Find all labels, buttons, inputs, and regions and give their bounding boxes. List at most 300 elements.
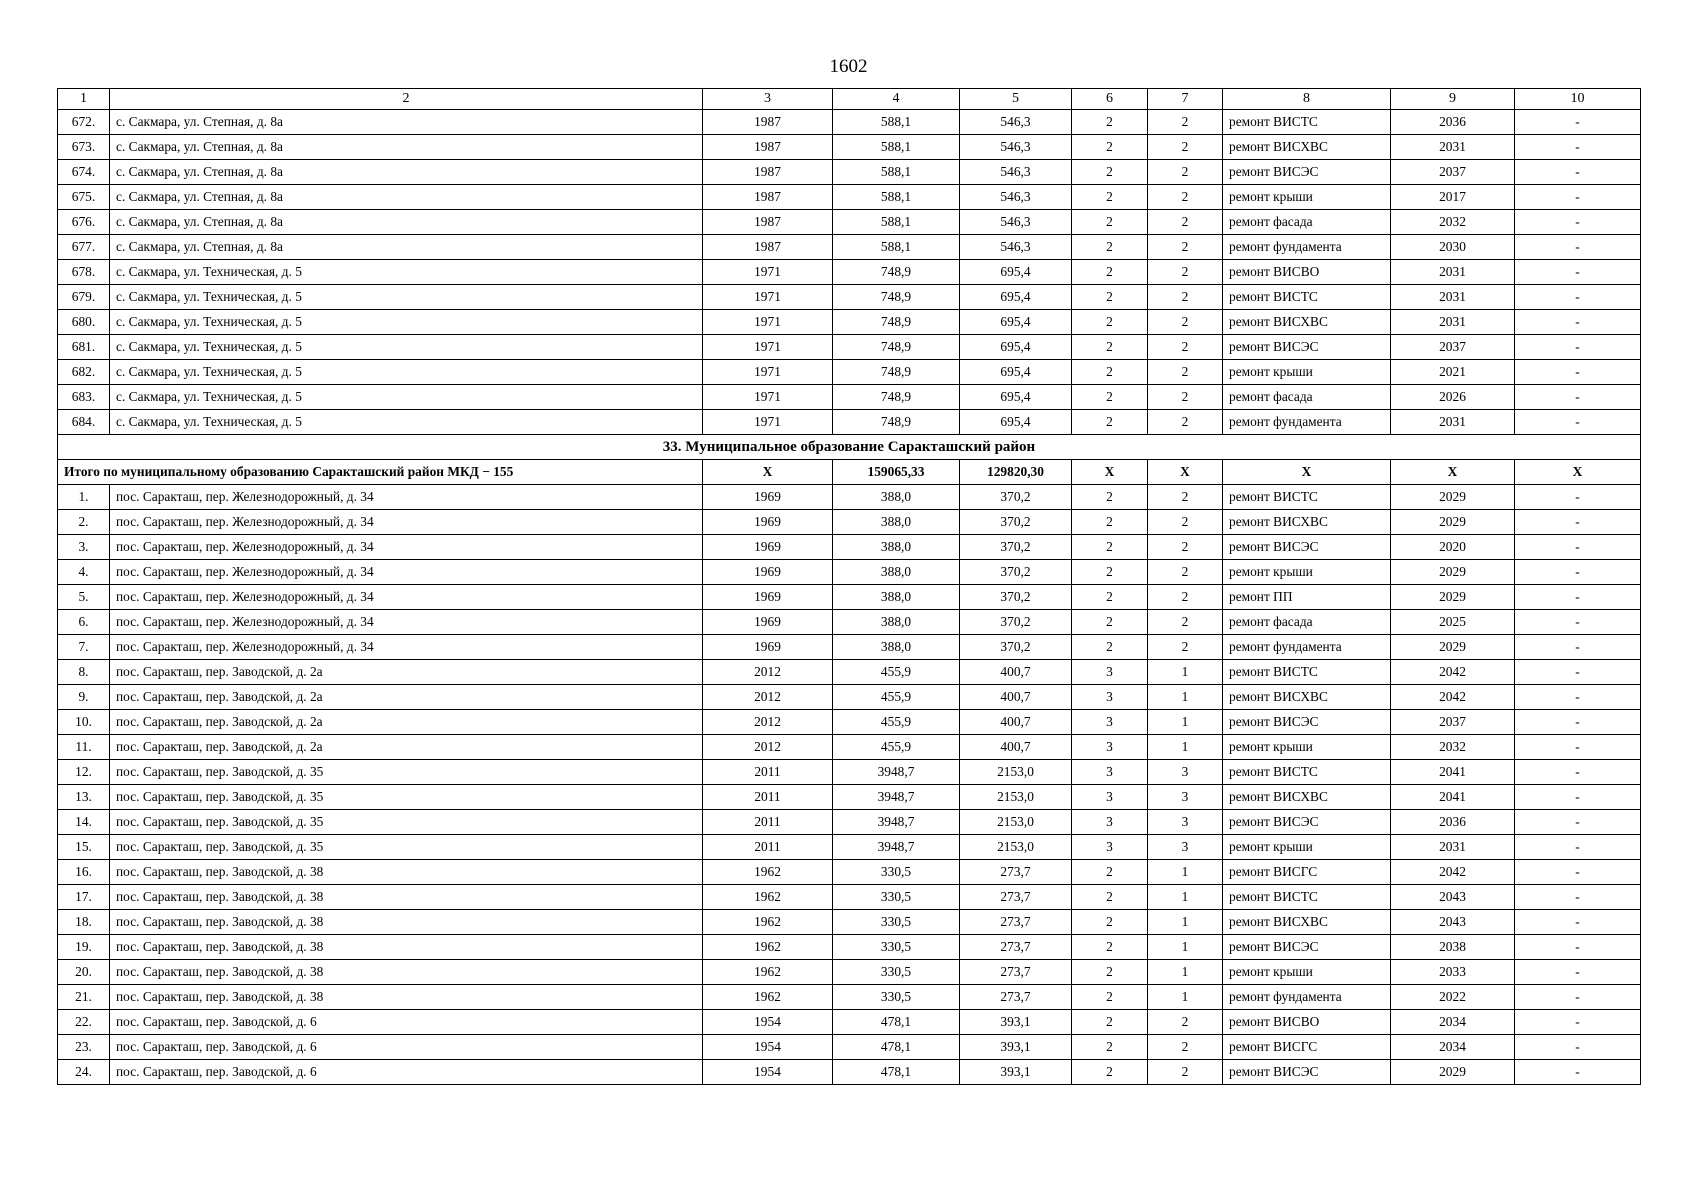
address-cell: с. Сакмара, ул. Техническая, д. 5: [110, 385, 703, 410]
living-area-cell: 273,7: [960, 935, 1072, 960]
living-area-cell: 273,7: [960, 910, 1072, 935]
column-10-cell: -: [1515, 1010, 1641, 1035]
column-10-cell: -: [1515, 285, 1641, 310]
total-area-cell: 588,1: [833, 160, 960, 185]
living-area-cell: 695,4: [960, 310, 1072, 335]
table-row: [58, 1060, 1641, 1085]
living-area-cell: 273,7: [960, 960, 1072, 985]
column-10-cell: -: [1515, 160, 1641, 185]
planned-year-cell: 2037: [1391, 335, 1515, 360]
living-area-cell: 400,7: [960, 710, 1072, 735]
living-area-cell: 393,1: [960, 1010, 1072, 1035]
address-cell: пос. Саракташ, пер. Заводской, д. 38: [110, 935, 703, 960]
table-row: [58, 510, 1641, 535]
row-number: 674.: [58, 160, 110, 185]
planned-year-cell: 2029: [1391, 485, 1515, 510]
total-area-cell: 588,1: [833, 235, 960, 260]
planned-year-cell: 2034: [1391, 1035, 1515, 1060]
planned-year-cell: 2031: [1391, 135, 1515, 160]
table-row: [58, 760, 1641, 785]
year-built-cell: 2011: [703, 810, 833, 835]
planned-year-cell: 2031: [1391, 285, 1515, 310]
page-number: 1602: [829, 56, 868, 77]
total-area-cell: 3948,7: [833, 760, 960, 785]
column-10-cell: -: [1515, 985, 1641, 1010]
living-area-cell: 695,4: [960, 385, 1072, 410]
row-number: 678.: [58, 260, 110, 285]
living-area-cell: 400,7: [960, 735, 1072, 760]
table-row: [58, 360, 1641, 385]
column-6-cell: 2: [1072, 135, 1148, 160]
column-10-cell: -: [1515, 635, 1641, 660]
column-number: 1: [58, 89, 110, 110]
address-cell: пос. Саракташ, пер. Заводской, д. 6: [110, 1035, 703, 1060]
table-row: [58, 285, 1641, 310]
column-10-cell: -: [1515, 335, 1641, 360]
work-type-cell: ремонт фасада: [1223, 385, 1391, 410]
planned-year-cell: 2041: [1391, 785, 1515, 810]
column-6-cell: 2: [1072, 560, 1148, 585]
row-number: 682.: [58, 360, 110, 385]
planned-year-cell: 2033: [1391, 960, 1515, 985]
table-row: [58, 935, 1641, 960]
column-7-cell: 1: [1148, 985, 1223, 1010]
column-number: 10: [1515, 89, 1641, 110]
section-title: 33. Муниципальное образование Саракташский район: [58, 435, 1641, 460]
address-cell: пос. Саракташ, пер. Железнодорожный, д. 34: [110, 510, 703, 535]
table-row: [58, 885, 1641, 910]
address-cell: пос. Саракташ, пер. Заводской, д. 35: [110, 760, 703, 785]
year-built-cell: 1962: [703, 860, 833, 885]
table-row: [58, 110, 1641, 135]
planned-year-cell: 2025: [1391, 610, 1515, 635]
address-cell: пос. Саракташ, пер. Заводской, д. 38: [110, 960, 703, 985]
year-built-cell: 1971: [703, 360, 833, 385]
column-7-cell: 2: [1148, 210, 1223, 235]
column-10-cell: -: [1515, 235, 1641, 260]
address-cell: пос. Саракташ, пер. Заводской, д. 35: [110, 835, 703, 860]
column-7-cell: 2: [1148, 560, 1223, 585]
total-area-cell: 748,9: [833, 360, 960, 385]
column-6-cell: 2: [1072, 260, 1148, 285]
total-area-cell: 455,9: [833, 735, 960, 760]
year-built-cell: 1954: [703, 1060, 833, 1085]
planned-year-cell: 2037: [1391, 710, 1515, 735]
column-7-cell: 1: [1148, 660, 1223, 685]
planned-year-cell: 2031: [1391, 310, 1515, 335]
work-type-cell: ремонт ВИСЭС: [1223, 160, 1391, 185]
row-number: 13.: [58, 785, 110, 810]
work-type-cell: ремонт крыши: [1223, 185, 1391, 210]
planned-year-cell: 2022: [1391, 985, 1515, 1010]
table-row: [58, 735, 1641, 760]
column-7-cell: 3: [1148, 835, 1223, 860]
year-built-cell: 2012: [703, 660, 833, 685]
column-7-cell: 2: [1148, 485, 1223, 510]
work-type-cell: ремонт крыши: [1223, 360, 1391, 385]
column-10-cell: -: [1515, 210, 1641, 235]
column-7-cell: 2: [1148, 135, 1223, 160]
column-6-cell: 2: [1072, 160, 1148, 185]
living-area-cell: 546,3: [960, 235, 1072, 260]
column-6-cell: 2: [1072, 885, 1148, 910]
living-area-cell: 370,2: [960, 510, 1072, 535]
column-6-cell: 2: [1072, 610, 1148, 635]
column-7-cell: 1: [1148, 910, 1223, 935]
column-10-cell: -: [1515, 685, 1641, 710]
address-cell: пос. Саракташ, пер. Заводской, д. 2а: [110, 685, 703, 710]
column-7-cell: 2: [1148, 185, 1223, 210]
total-area-cell: 748,9: [833, 385, 960, 410]
year-built-cell: 1987: [703, 135, 833, 160]
column-10-cell: -: [1515, 385, 1641, 410]
living-area-cell: 546,3: [960, 135, 1072, 160]
total-area-cell: 3948,7: [833, 835, 960, 860]
living-area-cell: 273,7: [960, 885, 1072, 910]
column-6-cell: 2: [1072, 1060, 1148, 1085]
section-heading-row: [58, 435, 1641, 460]
column-10-cell: -: [1515, 135, 1641, 160]
total-area-cell: 748,9: [833, 285, 960, 310]
address-cell: с. Сакмара, ул. Техническая, д. 5: [110, 335, 703, 360]
row-number: 12.: [58, 760, 110, 785]
column-7-cell: 1: [1148, 935, 1223, 960]
column-7-cell: 1: [1148, 860, 1223, 885]
total-area-cell: 388,0: [833, 610, 960, 635]
column-10-cell: -: [1515, 110, 1641, 135]
column-7-cell: 2: [1148, 1060, 1223, 1085]
work-type-cell: ремонт фасада: [1223, 610, 1391, 635]
repair-schedule-table: [57, 88, 1641, 1085]
column-7-cell: 1: [1148, 685, 1223, 710]
planned-year-cell: 2034: [1391, 1010, 1515, 1035]
column-6-cell: 2: [1072, 910, 1148, 935]
work-type-cell: ремонт ВИСХВС: [1223, 910, 1391, 935]
total-column-9: X: [1391, 460, 1515, 485]
total-label: Итого по муниципальному образованию Саракташский район МКД − 155: [58, 460, 703, 485]
planned-year-cell: 2031: [1391, 410, 1515, 435]
total-area-cell: 748,9: [833, 260, 960, 285]
table-row: [58, 660, 1641, 685]
table-row: [58, 410, 1641, 435]
total-living-area-sum: 129820,30: [960, 460, 1072, 485]
column-6-cell: 2: [1072, 335, 1148, 360]
table-row: [58, 910, 1641, 935]
year-built-cell: 2012: [703, 685, 833, 710]
column-number: 9: [1391, 89, 1515, 110]
row-number: 683.: [58, 385, 110, 410]
year-built-cell: 1962: [703, 960, 833, 985]
column-6-cell: 3: [1072, 735, 1148, 760]
total-area-cell: 388,0: [833, 560, 960, 585]
address-cell: с. Сакмара, ул. Техническая, д. 5: [110, 410, 703, 435]
table-row: [58, 160, 1641, 185]
work-type-cell: ремонт ВИСТС: [1223, 660, 1391, 685]
row-number: 15.: [58, 835, 110, 860]
work-type-cell: ремонт ВИСХВС: [1223, 785, 1391, 810]
column-number: 6: [1072, 89, 1148, 110]
planned-year-cell: 2031: [1391, 260, 1515, 285]
row-number: 20.: [58, 960, 110, 985]
work-type-cell: ремонт ВИСЭС: [1223, 535, 1391, 560]
planned-year-cell: 2042: [1391, 860, 1515, 885]
row-number: 19.: [58, 935, 110, 960]
column-10-cell: -: [1515, 760, 1641, 785]
column-number: 8: [1223, 89, 1391, 110]
living-area-cell: 546,3: [960, 160, 1072, 185]
year-built-cell: 2011: [703, 785, 833, 810]
total-area-cell: 3948,7: [833, 785, 960, 810]
column-7-cell: 2: [1148, 1010, 1223, 1035]
year-built-cell: 2011: [703, 760, 833, 785]
address-cell: пос. Саракташ, пер. Железнодорожный, д. 34: [110, 635, 703, 660]
total-area-cell: 388,0: [833, 535, 960, 560]
work-type-cell: ремонт крыши: [1223, 735, 1391, 760]
planned-year-cell: 2032: [1391, 210, 1515, 235]
column-7-cell: 2: [1148, 235, 1223, 260]
column-6-cell: 3: [1072, 685, 1148, 710]
work-type-cell: ремонт ПП: [1223, 585, 1391, 610]
total-area-cell: 588,1: [833, 110, 960, 135]
table-row: [58, 835, 1641, 860]
year-built-cell: 1969: [703, 510, 833, 535]
total-area-cell: 330,5: [833, 985, 960, 1010]
column-6-cell: 2: [1072, 110, 1148, 135]
column-7-cell: 2: [1148, 635, 1223, 660]
column-6-cell: 2: [1072, 960, 1148, 985]
column-6-cell: 2: [1072, 285, 1148, 310]
year-built-cell: 1987: [703, 185, 833, 210]
work-type-cell: ремонт фундамента: [1223, 635, 1391, 660]
living-area-cell: 695,4: [960, 410, 1072, 435]
planned-year-cell: 2026: [1391, 385, 1515, 410]
column-6-cell: 2: [1072, 485, 1148, 510]
year-built-cell: 1969: [703, 535, 833, 560]
year-built-cell: 1971: [703, 310, 833, 335]
address-cell: с. Сакмара, ул. Техническая, д. 5: [110, 260, 703, 285]
living-area-cell: 546,3: [960, 210, 1072, 235]
column-number: 3: [703, 89, 833, 110]
row-number: 7.: [58, 635, 110, 660]
year-built-cell: 2012: [703, 735, 833, 760]
column-number: 2: [110, 89, 703, 110]
table-row: [58, 785, 1641, 810]
table-row: [58, 635, 1641, 660]
column-10-cell: -: [1515, 910, 1641, 935]
row-number: 11.: [58, 735, 110, 760]
column-10-cell: -: [1515, 1035, 1641, 1060]
planned-year-cell: 2037: [1391, 160, 1515, 185]
address-cell: пос. Саракташ, пер. Железнодорожный, д. 34: [110, 560, 703, 585]
work-type-cell: ремонт ВИСХВС: [1223, 135, 1391, 160]
row-number: 675.: [58, 185, 110, 210]
column-10-cell: -: [1515, 260, 1641, 285]
row-number: 22.: [58, 1010, 110, 1035]
column-number: 7: [1148, 89, 1223, 110]
living-area-cell: 400,7: [960, 660, 1072, 685]
year-built-cell: 1962: [703, 935, 833, 960]
address-cell: с. Сакмара, ул. Техническая, д. 5: [110, 360, 703, 385]
total-area-cell: 388,0: [833, 585, 960, 610]
table-row: [58, 310, 1641, 335]
planned-year-cell: 2038: [1391, 935, 1515, 960]
living-area-cell: 273,7: [960, 860, 1072, 885]
total-area-cell: 748,9: [833, 335, 960, 360]
total-area-cell: 478,1: [833, 1010, 960, 1035]
total-row: [58, 460, 1641, 485]
column-10-cell: -: [1515, 360, 1641, 385]
address-cell: пос. Саракташ, пер. Железнодорожный, д. 34: [110, 585, 703, 610]
column-6-cell: 2: [1072, 985, 1148, 1010]
year-built-cell: 1954: [703, 1035, 833, 1060]
column-10-cell: -: [1515, 560, 1641, 585]
work-type-cell: ремонт ВИСТС: [1223, 760, 1391, 785]
work-type-cell: ремонт ВИСТС: [1223, 485, 1391, 510]
planned-year-cell: 2029: [1391, 510, 1515, 535]
address-cell: с. Сакмара, ул. Техническая, д. 5: [110, 310, 703, 335]
address-cell: пос. Саракташ, пер. Железнодорожный, д. 34: [110, 535, 703, 560]
total-area-cell: 388,0: [833, 510, 960, 535]
year-built-cell: 1987: [703, 235, 833, 260]
planned-year-cell: 2017: [1391, 185, 1515, 210]
column-6-cell: 2: [1072, 1010, 1148, 1035]
column-7-cell: 2: [1148, 585, 1223, 610]
column-6-cell: 2: [1072, 360, 1148, 385]
column-10-cell: -: [1515, 585, 1641, 610]
row-number: 9.: [58, 685, 110, 710]
year-built-cell: 1954: [703, 1010, 833, 1035]
planned-year-cell: 2029: [1391, 1060, 1515, 1085]
row-number: 21.: [58, 985, 110, 1010]
address-cell: пос. Саракташ, пер. Заводской, д. 38: [110, 885, 703, 910]
address-cell: пос. Саракташ, пер. Заводской, д. 38: [110, 985, 703, 1010]
work-type-cell: ремонт ВИСТС: [1223, 285, 1391, 310]
address-cell: пос. Саракташ, пер. Заводской, д. 35: [110, 810, 703, 835]
address-cell: с. Сакмара, ул. Степная, д. 8а: [110, 160, 703, 185]
column-7-cell: 1: [1148, 735, 1223, 760]
row-number: 6.: [58, 610, 110, 635]
column-10-cell: -: [1515, 535, 1641, 560]
column-7-cell: 2: [1148, 535, 1223, 560]
column-number: 4: [833, 89, 960, 110]
table-row: [58, 710, 1641, 735]
column-10-cell: -: [1515, 810, 1641, 835]
work-type-cell: ремонт ВИСХВС: [1223, 310, 1391, 335]
living-area-cell: 695,4: [960, 285, 1072, 310]
column-10-cell: -: [1515, 660, 1641, 685]
row-number: 5.: [58, 585, 110, 610]
table-row: [58, 610, 1641, 635]
row-number: 677.: [58, 235, 110, 260]
column-6-cell: 3: [1072, 760, 1148, 785]
work-type-cell: ремонт ВИСЭС: [1223, 710, 1391, 735]
table-row: [58, 985, 1641, 1010]
address-cell: с. Сакмара, ул. Степная, д. 8а: [110, 110, 703, 135]
living-area-cell: 273,7: [960, 985, 1072, 1010]
column-10-cell: -: [1515, 960, 1641, 985]
living-area-cell: 393,1: [960, 1060, 1072, 1085]
column-7-cell: 2: [1148, 1035, 1223, 1060]
year-built-cell: 1971: [703, 410, 833, 435]
address-cell: пос. Саракташ, пер. Заводской, д. 2а: [110, 735, 703, 760]
total-area-cell: 588,1: [833, 210, 960, 235]
year-built-cell: 2011: [703, 835, 833, 860]
table-row: [58, 1035, 1641, 1060]
column-10-cell: -: [1515, 410, 1641, 435]
total-area-sum: 159065,33: [833, 460, 960, 485]
year-built-cell: 1971: [703, 285, 833, 310]
column-7-cell: 2: [1148, 110, 1223, 135]
column-7-cell: 2: [1148, 510, 1223, 535]
work-type-cell: ремонт фасада: [1223, 210, 1391, 235]
planned-year-cell: 2042: [1391, 685, 1515, 710]
living-area-cell: 695,4: [960, 360, 1072, 385]
address-cell: с. Сакмара, ул. Степная, д. 8а: [110, 235, 703, 260]
column-6-cell: 3: [1072, 835, 1148, 860]
planned-year-cell: 2031: [1391, 835, 1515, 860]
address-cell: пос. Саракташ, пер. Заводской, д. 38: [110, 860, 703, 885]
planned-year-cell: 2042: [1391, 660, 1515, 685]
planned-year-cell: 2036: [1391, 110, 1515, 135]
year-built-cell: 1987: [703, 110, 833, 135]
column-7-cell: 2: [1148, 360, 1223, 385]
column-6-cell: 2: [1072, 585, 1148, 610]
year-built-cell: 1969: [703, 635, 833, 660]
work-type-cell: ремонт крыши: [1223, 560, 1391, 585]
total-area-cell: 388,0: [833, 485, 960, 510]
row-number: 18.: [58, 910, 110, 935]
year-built-cell: 1962: [703, 910, 833, 935]
row-number: 16.: [58, 860, 110, 885]
work-type-cell: ремонт ВИСВО: [1223, 1010, 1391, 1035]
column-7-cell: 1: [1148, 885, 1223, 910]
column-6-cell: 2: [1072, 935, 1148, 960]
column-7-cell: 1: [1148, 960, 1223, 985]
address-cell: с. Сакмара, ул. Степная, д. 8а: [110, 210, 703, 235]
column-7-cell: 2: [1148, 610, 1223, 635]
living-area-cell: 400,7: [960, 685, 1072, 710]
planned-year-cell: 2029: [1391, 635, 1515, 660]
planned-year-cell: 2029: [1391, 585, 1515, 610]
year-built-cell: 1987: [703, 160, 833, 185]
year-built-cell: 1969: [703, 585, 833, 610]
column-10-cell: -: [1515, 610, 1641, 635]
work-type-cell: ремонт ВИСГС: [1223, 1035, 1391, 1060]
table-row: [58, 560, 1641, 585]
living-area-cell: 370,2: [960, 610, 1072, 635]
planned-year-cell: 2029: [1391, 560, 1515, 585]
column-10-cell: -: [1515, 835, 1641, 860]
column-6-cell: 2: [1072, 310, 1148, 335]
planned-year-cell: 2041: [1391, 760, 1515, 785]
work-type-cell: ремонт ВИСГС: [1223, 860, 1391, 885]
row-number: 8.: [58, 660, 110, 685]
living-area-cell: 546,3: [960, 110, 1072, 135]
row-number: 23.: [58, 1035, 110, 1060]
column-7-cell: 3: [1148, 760, 1223, 785]
table-row: [58, 585, 1641, 610]
table-row: [58, 860, 1641, 885]
living-area-cell: 370,2: [960, 535, 1072, 560]
year-built-cell: 1971: [703, 260, 833, 285]
column-7-cell: 1: [1148, 710, 1223, 735]
table-row: [58, 235, 1641, 260]
work-type-cell: ремонт ВИСВО: [1223, 260, 1391, 285]
row-number: 3.: [58, 535, 110, 560]
work-type-cell: ремонт ВИСТС: [1223, 885, 1391, 910]
row-number: 673.: [58, 135, 110, 160]
work-type-cell: ремонт фундамента: [1223, 410, 1391, 435]
